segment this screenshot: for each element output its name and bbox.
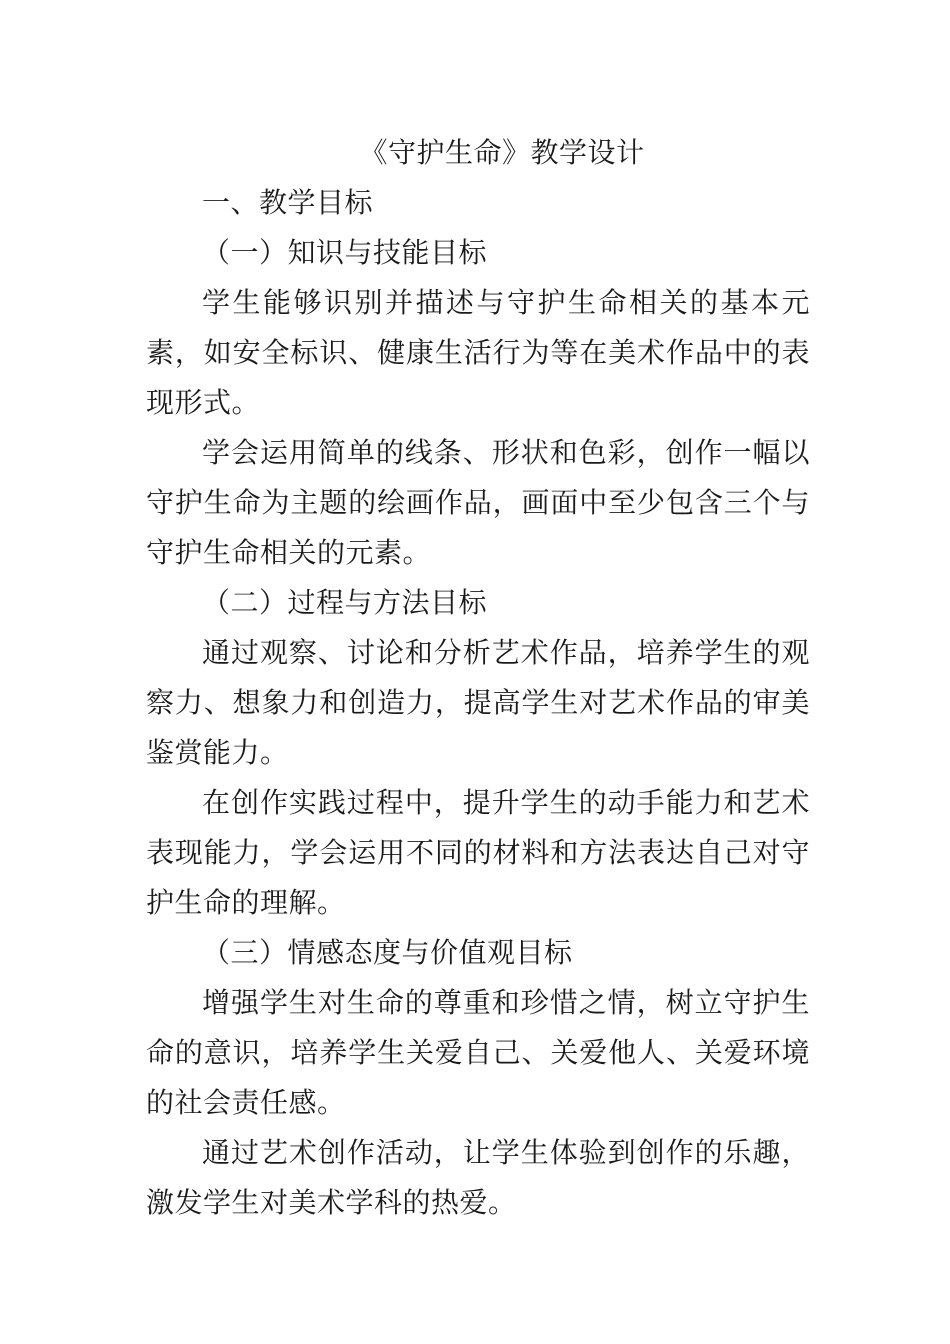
paragraph: 增强学生对生命的尊重和珍惜之情，树立守护生命的意识，培养学生关爱自己、关爱他人、关爱环境的社会责任感。	[146, 986, 810, 1119]
document-body	[146, 128, 810, 1228]
paragraph: 通过观察、讨论和分析艺术作品，培养学生的观察力、想象力和创造力，提高学生对艺术作品的审美鉴赏能力。	[146, 636, 810, 769]
subsection-heading-knowledge-skills: （一）知识与技能目标	[202, 236, 488, 269]
subsection-heading-process-methods: （二）过程与方法目标	[202, 586, 488, 619]
paragraph: 学生能够识别并描述与守护生命相关的基本元素，如安全标识、健康生活行为等在美术作品中的表现形式。	[146, 286, 810, 419]
document-title: 《守护生命》教学设计	[359, 136, 645, 169]
paragraph: 学会运用简单的线条、形状和色彩，创作一幅以守护生命为主题的绘画作品，画面中至少包含三个与守护生命相关的元素。	[146, 436, 810, 569]
section-heading-teaching-goals: 一、教学目标	[202, 186, 374, 219]
subsection-heading-emotion-values: （三）情感态度与价值观目标	[202, 936, 573, 969]
paragraph: 在创作实践过程中，提升学生的动手能力和艺术表现能力，学会运用不同的材料和方法表达自己对守护生命的理解。	[146, 786, 810, 919]
paragraph: 通过艺术创作活动，让学生体验到创作的乐趣，激发学生对美术学科的热爱。	[146, 1136, 810, 1219]
